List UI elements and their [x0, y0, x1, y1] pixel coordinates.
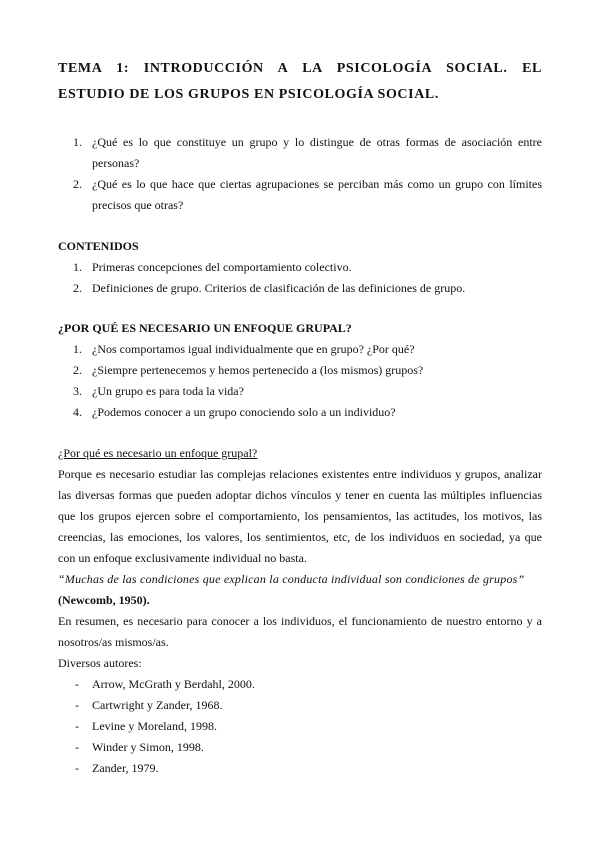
list-item — [58, 716, 542, 737]
list-item — [58, 737, 542, 758]
list-number: 4. — [73, 405, 82, 419]
dash-marker: - — [75, 761, 79, 775]
author-text: Cartwright y Zander, 1968. — [92, 698, 223, 712]
list-number: 2. — [73, 281, 82, 295]
author-text: Zander, 1979. — [92, 761, 159, 775]
list-text: Definiciones de grupo. Criterios de clasificación de las definiciones de grupo. — [92, 281, 466, 295]
dash-marker: - — [75, 740, 79, 754]
list-item — [58, 402, 542, 423]
title-line-1: TEMA 1: INTRODUCCIÓN A LA PSICOLOGÍA SOCIAL. EL — [58, 61, 542, 76]
quote-text: “Muchas de las condiciones que explican la conducta individual son condiciones de grupos” — [58, 572, 525, 586]
list-item — [58, 257, 542, 278]
section-heading: ¿POR QUÉ ES NECESARIO UN ENFOQUE GRUPAL? — [58, 321, 352, 335]
list-number: 1. — [73, 135, 82, 149]
list-number: 1. — [73, 260, 82, 274]
quote-citation: (Newcomb, 1950). — [58, 593, 150, 607]
list-item — [58, 674, 542, 695]
list-item — [58, 381, 542, 402]
enfoque-section — [58, 318, 542, 423]
answer-paragraph: Porque es necesario estudiar las complejas relaciones existentes entre individuos y grupos, analizar las diversas formas que pueden adoptar dichos vínculos y tener en cuenta las múltiples influencias que los grupos ejercen sobre el comportamiento, los pensamientos, las actitudes, los motivos, las creencias, las emociones, los valores, los sentimientos, etc, de los individuos en sociedad, ya que con un enfoque exclusivamente individual no basta. — [58, 467, 542, 565]
list-number: 2. — [73, 363, 82, 377]
list-item — [58, 695, 542, 716]
page-title — [58, 56, 542, 108]
list-text: Primeras concepciones del comportamiento colectivo. — [92, 260, 352, 274]
list-text: ¿Qué es lo que hace que ciertas agrupaciones se perciban más como un grupo con límites precisos que otras? — [92, 177, 542, 212]
list-item — [58, 339, 542, 360]
list-text: ¿Podemos conocer a un grupo conociendo solo a un individuo? — [92, 405, 396, 419]
list-item — [58, 360, 542, 381]
title-line-2: ESTUDIO DE LOS GRUPOS EN PSICOLOGÍA SOCIAL. — [58, 87, 439, 102]
contenidos-section — [58, 236, 542, 299]
list-number: 1. — [73, 342, 82, 356]
answer-heading: ¿Por qué es necesario un enfoque grupal? — [58, 446, 258, 460]
author-text: Levine y Moreland, 1998. — [92, 719, 217, 733]
list-item — [58, 174, 542, 216]
list-text: ¿Siempre pertenecemos y hemos pertenecido a (los mismos) grupos? — [92, 363, 424, 377]
dash-marker: - — [75, 677, 79, 691]
list-item — [58, 758, 542, 779]
author-text: Winder y Simon, 1998. — [92, 740, 204, 754]
list-number: 3. — [73, 384, 82, 398]
list-number: 2. — [73, 177, 82, 191]
authors-label: Diversos autores: — [58, 656, 142, 670]
questions-list — [58, 132, 542, 216]
list-item — [58, 278, 542, 299]
list-text: ¿Nos comportamos igual individualmente que en grupo? ¿Por qué? — [92, 342, 415, 356]
list-item — [58, 132, 542, 174]
author-text: Arrow, McGrath y Berdahl, 2000. — [92, 677, 255, 691]
dash-marker: - — [75, 698, 79, 712]
dash-marker: - — [75, 719, 79, 733]
list-text: ¿Qué es lo que constituye un grupo y lo distingue de otras formas de asociación entre personas? — [92, 135, 542, 170]
section-heading: CONTENIDOS — [58, 239, 139, 253]
summary-paragraph: En resumen, es necesario para conocer a los individuos, el funcionamiento de nuestro entorno y a nosotros/as mismos/as. — [58, 614, 542, 649]
list-text: ¿Un grupo es para toda la vida? — [92, 384, 244, 398]
answer-section — [58, 443, 542, 779]
